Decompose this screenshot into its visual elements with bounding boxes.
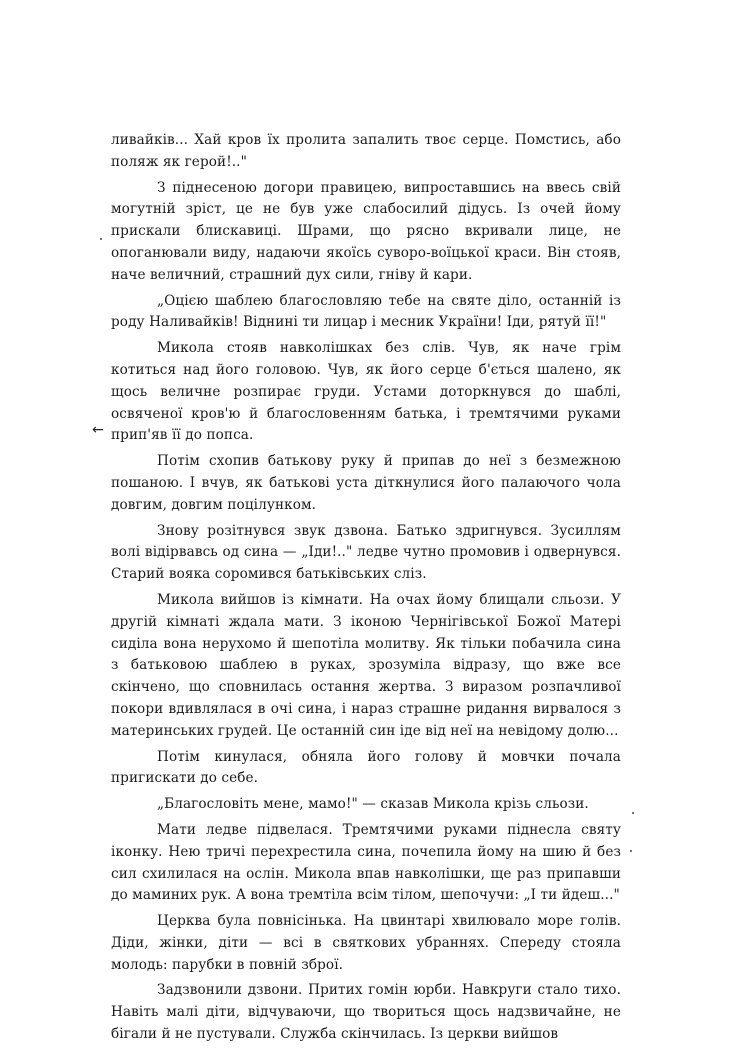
scan-speck xyxy=(100,238,102,240)
scan-speck xyxy=(630,850,632,852)
page-text xyxy=(111,130,621,1050)
paragraph: Потім кинулася, обняла його голову й мовчки почала пригискати до себе. xyxy=(111,748,621,787)
paragraph: Микола стояв навколішках без слів. Чув, як наче грім котиться над його головою. Чув, як його серце б'ється шалено, як щось величне розпирає груди. Устами доторкнувся до шаблі, освяченої кров'ю й благословенням батька, і тремтячими руками прип'яв її до попса. xyxy=(111,340,621,444)
paragraph: ливайків... Хай кров їх пролита запалить твоє серце. Помстись, або поляж як герой!.." xyxy=(111,132,621,170)
paragraph: Потім схопив батькову руку й припав до неї з безмежною пошаною. І вчув, як батькові уста діткнулися його палаючого чола довгим, довгим поцілунком. xyxy=(111,453,621,513)
paragraph: Мати ледве підвелася. Тремтячими руками піднесла святу іконку. Нею тричі перехрестила сина, почепила йому на шию й без сил схилилася на ослін. Микола впав навколішки, ще раз припавши до маминих рук. А вона тремтіла всім тілом, шепочучи: „І ти йдеш..." xyxy=(111,821,621,904)
paragraph: Задзвонили дзвони. Притих гомін юрби. Навкруги стало тихо. Навіть малі діти, відчуваючи, що твориться щось надзвичайне, не бігали й не пустували. Служба скінчилась. Із церкви вийшов xyxy=(111,982,621,1043)
margin-arrow-mark: ← xyxy=(92,422,104,438)
scan-speck xyxy=(632,812,634,814)
paragraph: Знову розітнувся звук дзвона. Батько здригнувся. Зусиллям волі відірвавсь од сина — „Іди!.." ледве чутно промовив і одвернувся. Старий вояка соромився батьківських сліз. xyxy=(111,522,621,583)
paragraph: Микола вийшов із кімнати. На очах йому блищали сльози. У другій кімнаті ждала мати. З іконою Чернігівської Божої Матері сиділа вона нерухомо й шепотіла молитву. Як тільки побачила сина з батьковою шаблею в руках, зрозуміла відразу, що вже все скінчено, що сповнилась остання жертва. З виразом розпачливої покори вдивлялася в очі сина, і нараз страшне ридання вирвалося з материнських грудей. Це останній син іде від неї на невідому долю... xyxy=(111,591,621,739)
paragraph: „Оцією шаблею благословляю тебе на святе діло, останній із роду Наливайків! Віднині ти лицар і месник України! Іди, рятуй її!" xyxy=(111,292,621,331)
paragraph: „Благословіть мене, мамо!" — сказав Микола крізь сльози. xyxy=(157,796,589,813)
paragraph: Церква була повнісінька. На цвинтарі хвилювало море голів. Діди, жінки, діти — всі в святкових убраннях. Спереду стояла молодь: парубки в повній зброї. xyxy=(111,913,621,973)
paragraph: З піднесеною догори правицею, випроставшись на ввесь свій могутній зріст, це не був уже слабосилий дідусь. Із очей йому прискали блискавиці. Шрами, що рясно вкривали лице, не опоганювали виду, надаючи якоїсь суворо-воїцької краси. Він стояв, наче величний, страшний дух сили, гніву й кари. xyxy=(111,179,621,283)
